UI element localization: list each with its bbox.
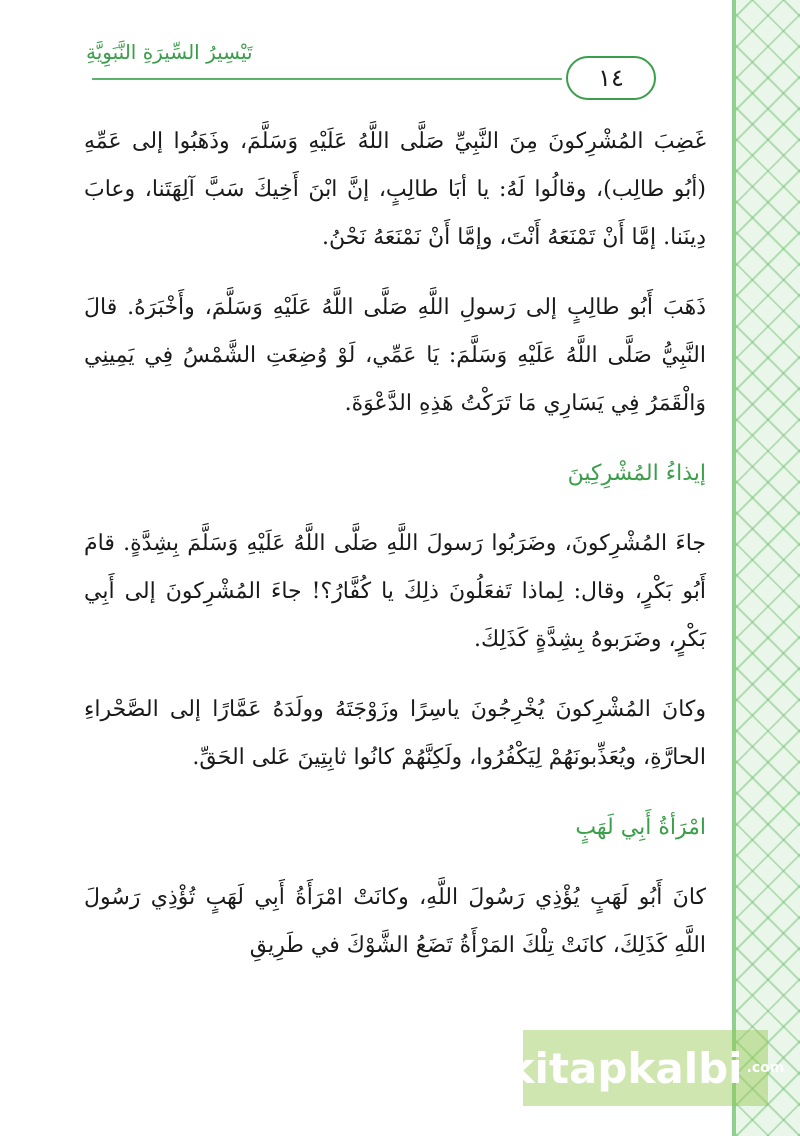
section-heading: إيذاءُ المُشْرِكِينَ — [567, 461, 706, 486]
paragraph: جاءَ المُشْرِكونَ، وضَرَبُوا رَسولَ اللَّهِ صَلَّى اللَّهُ عَلَيْهِ وَسَلَّمَ بِشِدَّةٍ. قامَ أَبُو بَكْرٍ، وقال: لِماذا تَفعَلُونَ ذلِكَ يا كُفَّارُ؟! جاءَ المُشْرِكونَ إلى أَبِي بَكْرٍ، وضَرَبوهُ بِشِدَّةٍ كَذَلِكَ. — [84, 531, 706, 652]
decorative-border-pattern — [732, 0, 800, 1136]
page-number: ١٤ — [598, 64, 624, 92]
header-divider — [92, 78, 562, 80]
watermark-logo — [506, 1030, 785, 1106]
paragraph: كانَ أَبُو لَهَبٍ يُؤْذِي رَسُولَ اللَّهِ، وكانَتْ امْرَأَةُ أَبِي لَهَبٍ تُؤْذِي رَسُولَ اللَّهِ كَذَلِكَ، كانَتْ تِلْكَ المَرْأَةُ تَضَعُ الشَّوْكَ في طَرِيقِ — [84, 885, 706, 958]
paragraph: ذَهَبَ أَبُو طالِبٍ إلى رَسولِ اللَّهِ صَلَّى اللَّهُ عَلَيْهِ وَسَلَّمَ، وأَخْبَرَهُ. قالَ النَّبِيُّ صَلَّى اللَّهُ عَلَيْهِ وَسَلَّمَ: يَا عَمِّي، لَوْ وُضِعَتِ الشَّمْسُ فِي يَمِينِي وَالْقَمَرُ فِي يَسَارِي مَا تَرَكْتُ هَذِهِ الدَّعْوَةَ. — [84, 295, 706, 416]
watermark-suffix: .com — [746, 1060, 785, 1076]
watermark-text: kitapkalbi — [506, 1043, 743, 1093]
page-body — [84, 118, 706, 992]
book-title: تَيْسِيرُ السِّيرَةِ النَّبَوِيَّةِ — [86, 40, 253, 64]
page-number-badge — [566, 56, 656, 100]
paragraph: وكانَ المُشْرِكونَ يُخْرِجُونَ ياسِرًا وزَوْجَتَهُ وولَدَهُ عَمَّارًا إلى الصَّحْراءِ الحارَّةِ، ويُعَذِّبونَهُمْ لِيَكْفُرُوا، ولَكِنَّهُمْ كانُوا ثابِتِينَ عَلى الحَقِّ. — [84, 697, 706, 770]
section-heading: امْرَأةُ أَبِي لَهَبٍ — [575, 815, 706, 840]
paragraph: غَضِبَ المُشْرِكونَ مِنَ النَّبِيِّ صَلَّى اللَّهُ عَلَيْهِ وَسَلَّمَ، وذَهَبُوا إلى عَمِّهِ (أبُو طالِب)، وقالُوا لَهُ: يا أبَا طالِبٍ، إنَّ ابْنَ أَخِيكَ سَبَّ آلِهَتَنا، وعابَ دِينَنا. إمَّا أَنْ تَمْنَعَهُ أَنْتَ، وإمَّا أَنْ نَمْنَعَهُ نَحْنُ. — [84, 129, 706, 250]
